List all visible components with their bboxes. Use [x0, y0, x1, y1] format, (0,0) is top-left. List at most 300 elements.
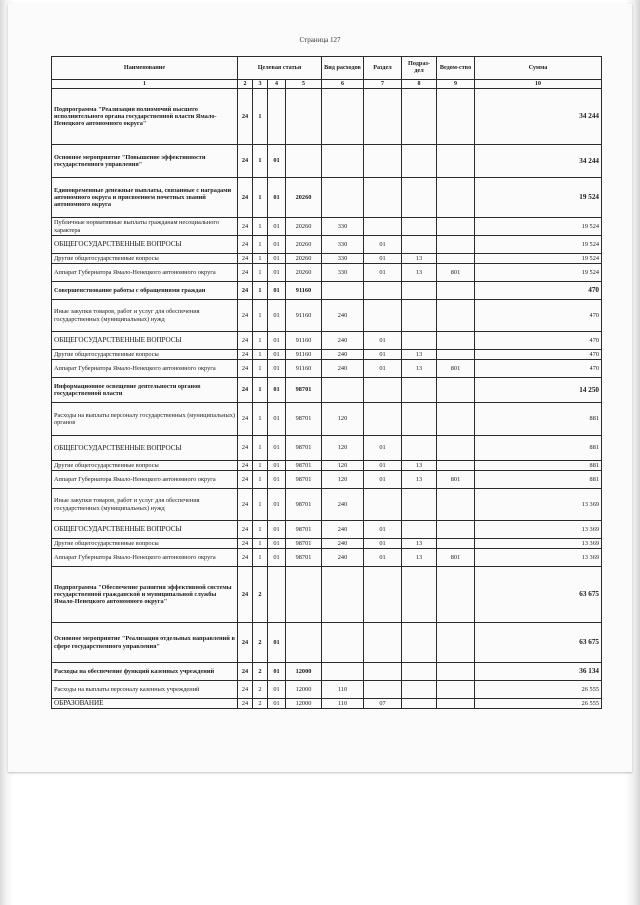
cell-name: Совершенствование работы с обращениями граждан — [52, 282, 238, 300]
cell-section: 01 — [364, 521, 402, 539]
cell-expense-type — [322, 89, 364, 145]
cell-department — [437, 236, 475, 254]
cell-subsection — [402, 89, 437, 145]
column-number: 6 — [322, 80, 364, 89]
cell-sum: 34 244 — [475, 145, 602, 178]
table-row — [52, 461, 602, 471]
cell-subprogram: 1 — [253, 521, 268, 539]
cell-activity: 01 — [268, 178, 286, 218]
cell-sum: 19 524 — [475, 254, 602, 264]
cell-name: Подпрограмма "Реализация полномочий высшего исполнительного органа государственной власти Ямало-Ненецкого автономного округа" — [52, 89, 238, 145]
cell-name: Другие общегосударственные вопросы — [52, 539, 238, 549]
cell-section: 01 — [364, 254, 402, 264]
table-row — [52, 236, 602, 254]
cell-subsection — [402, 282, 437, 300]
cell-section: 01 — [364, 539, 402, 549]
cell-name: ОБЩЕГОСУДАРСТВЕННЫЕ ВОПРОСЫ — [52, 436, 238, 461]
cell-sum: 14 250 — [475, 378, 602, 403]
cell-direction: 91160 — [286, 332, 322, 350]
cell-section: 01 — [364, 471, 402, 489]
cell-subsection — [402, 236, 437, 254]
cell-direction: 91160 — [286, 282, 322, 300]
column-number: 4 — [268, 80, 286, 89]
cell-section — [364, 300, 402, 332]
cell-activity — [268, 89, 286, 145]
cell-section: 01 — [364, 332, 402, 350]
table-row — [52, 471, 602, 489]
cell-section — [364, 681, 402, 699]
cell-program: 24 — [238, 461, 253, 471]
cell-activity: 01 — [268, 218, 286, 236]
header-target-article: Целевая статья — [238, 57, 322, 80]
cell-activity: 01 — [268, 264, 286, 282]
page-label: Страница 127 — [299, 36, 341, 44]
cell-program: 24 — [238, 663, 253, 681]
cell-section: 01 — [364, 350, 402, 360]
cell-sum: 881 — [475, 403, 602, 436]
cell-activity: 01 — [268, 471, 286, 489]
cell-name: Расходы на выплаты персоналу казенных учреждений — [52, 681, 238, 699]
cell-expense-type — [322, 623, 364, 663]
table-row — [52, 145, 602, 178]
cell-section: 07 — [364, 699, 402, 709]
table-row — [52, 264, 602, 282]
column-number: 2 — [238, 80, 253, 89]
cell-sum: 13 369 — [475, 489, 602, 521]
cell-subprogram: 1 — [253, 300, 268, 332]
cell-sum: 470 — [475, 332, 602, 350]
cell-department — [437, 436, 475, 461]
cell-section — [364, 282, 402, 300]
table-row — [52, 403, 602, 436]
cell-sum: 13 369 — [475, 539, 602, 549]
cell-activity: 01 — [268, 663, 286, 681]
cell-direction: 98701 — [286, 489, 322, 521]
cell-program: 24 — [238, 623, 253, 663]
header-sum: Сумма — [475, 57, 602, 80]
cell-activity: 01 — [268, 360, 286, 378]
cell-subprogram: 1 — [253, 378, 268, 403]
cell-activity: 01 — [268, 681, 286, 699]
cell-program: 24 — [238, 378, 253, 403]
cell-direction: 98701 — [286, 521, 322, 539]
cell-name: Другие общегосударственные вопросы — [52, 254, 238, 264]
cell-program: 24 — [238, 567, 253, 623]
cell-name: Иные закупки товаров, работ и услуг для обеспечения государственных (муниципальных) нужд — [52, 300, 238, 332]
table-row — [52, 681, 602, 699]
cell-name: Основное мероприятие "Реализация отдельных направлений в сфере государственного управления" — [52, 623, 238, 663]
cell-sum: 63 675 — [475, 623, 602, 663]
cell-subsection — [402, 378, 437, 403]
cell-expense-type: 240 — [322, 539, 364, 549]
cell-activity: 01 — [268, 332, 286, 350]
cell-name: Иные закупки товаров, работ и услуг для обеспечения государственных (муниципальных) нужд — [52, 489, 238, 521]
cell-name: Аппарат Губернатора Ямало-Ненецкого автономного округа — [52, 549, 238, 567]
cell-program: 24 — [238, 403, 253, 436]
cell-program: 24 — [238, 436, 253, 461]
column-number: 10 — [475, 80, 602, 89]
cell-subprogram: 1 — [253, 264, 268, 282]
table-row — [52, 549, 602, 567]
cell-program: 24 — [238, 549, 253, 567]
cell-department — [437, 699, 475, 709]
cell-sum: 36 134 — [475, 663, 602, 681]
cell-activity: 01 — [268, 300, 286, 332]
cell-sum: 63 675 — [475, 567, 602, 623]
cell-name: Другие общегосударственные вопросы — [52, 461, 238, 471]
cell-program: 24 — [238, 282, 253, 300]
cell-department — [437, 145, 475, 178]
cell-section — [364, 378, 402, 403]
cell-expense-type: 240 — [322, 521, 364, 539]
cell-program: 24 — [238, 489, 253, 521]
cell-subprogram: 1 — [253, 350, 268, 360]
cell-expense-type — [322, 282, 364, 300]
cell-subsection — [402, 218, 437, 236]
cell-subsection — [402, 300, 437, 332]
cell-program: 24 — [238, 89, 253, 145]
cell-program: 24 — [238, 360, 253, 378]
cell-subsection: 13 — [402, 461, 437, 471]
cell-program: 24 — [238, 218, 253, 236]
cell-activity — [268, 567, 286, 623]
cell-department — [437, 350, 475, 360]
table-row — [52, 436, 602, 461]
cell-expense-type: 120 — [322, 471, 364, 489]
cell-name: ОБРАЗОВАНИЕ — [52, 699, 238, 709]
cell-subsection — [402, 332, 437, 350]
column-number: 3 — [253, 80, 268, 89]
cell-department: 801 — [437, 471, 475, 489]
cell-expense-type — [322, 145, 364, 178]
cell-subsection — [402, 663, 437, 681]
table-row — [52, 332, 602, 350]
column-number: 9 — [437, 80, 475, 89]
cell-sum: 19 524 — [475, 236, 602, 254]
cell-direction — [286, 567, 322, 623]
cell-expense-type: 330 — [322, 236, 364, 254]
cell-expense-type: 120 — [322, 436, 364, 461]
cell-expense-type — [322, 663, 364, 681]
cell-section: 01 — [364, 360, 402, 378]
cell-direction — [286, 89, 322, 145]
cell-expense-type — [322, 178, 364, 218]
cell-sum: 26 555 — [475, 699, 602, 709]
cell-section — [364, 663, 402, 681]
cell-subprogram: 1 — [253, 360, 268, 378]
table-row — [52, 663, 602, 681]
cell-subprogram: 1 — [253, 332, 268, 350]
cell-subprogram: 1 — [253, 489, 268, 521]
cell-section — [364, 89, 402, 145]
table-row — [52, 521, 602, 539]
cell-subsection — [402, 403, 437, 436]
cell-section — [364, 403, 402, 436]
cell-direction: 91160 — [286, 360, 322, 378]
cell-expense-type: 330 — [322, 218, 364, 236]
cell-subprogram: 1 — [253, 254, 268, 264]
cell-program: 24 — [238, 699, 253, 709]
cell-department — [437, 521, 475, 539]
cell-department — [437, 567, 475, 623]
cell-direction: 12000 — [286, 699, 322, 709]
cell-activity: 01 — [268, 403, 286, 436]
cell-expense-type — [322, 378, 364, 403]
cell-subsection — [402, 699, 437, 709]
cell-sum: 19 524 — [475, 264, 602, 282]
cell-direction: 98701 — [286, 471, 322, 489]
cell-department — [437, 218, 475, 236]
cell-subsection — [402, 567, 437, 623]
cell-name: ОБЩЕГОСУДАРСТВЕННЫЕ ВОПРОСЫ — [52, 521, 238, 539]
cell-program: 24 — [238, 178, 253, 218]
cell-sum: 470 — [475, 350, 602, 360]
cell-program: 24 — [238, 264, 253, 282]
column-number-row — [52, 80, 602, 89]
cell-direction: 91160 — [286, 350, 322, 360]
cell-department — [437, 489, 475, 521]
cell-activity: 01 — [268, 539, 286, 549]
cell-activity: 01 — [268, 699, 286, 709]
cell-department — [437, 378, 475, 403]
cell-expense-type: 240 — [322, 360, 364, 378]
header-expense-type: Вид расходов — [322, 57, 364, 80]
cell-section — [364, 567, 402, 623]
cell-direction: 12000 — [286, 663, 322, 681]
header-row — [52, 57, 602, 80]
cell-subprogram: 1 — [253, 539, 268, 549]
cell-program: 24 — [238, 332, 253, 350]
cell-department: 801 — [437, 549, 475, 567]
cell-direction: 91160 — [286, 300, 322, 332]
cell-expense-type: 240 — [322, 489, 364, 521]
cell-name: Подпрограмма "Обеспечение развития эффективной системы государственной гражданской и муниципальной службы Ямало-Ненецкого автономного округа" — [52, 567, 238, 623]
cell-department — [437, 539, 475, 549]
cell-section — [364, 178, 402, 218]
cell-direction: 98701 — [286, 436, 322, 461]
column-number: 7 — [364, 80, 402, 89]
cell-department — [437, 300, 475, 332]
header-department: Ведом-ство — [437, 57, 475, 80]
cell-program: 24 — [238, 471, 253, 489]
cell-name: Аппарат Губернатора Ямало-Ненецкого автономного округа — [52, 264, 238, 282]
cell-expense-type: 120 — [322, 461, 364, 471]
cell-direction: 98701 — [286, 549, 322, 567]
cell-expense-type: 330 — [322, 254, 364, 264]
cell-activity: 01 — [268, 236, 286, 254]
cell-department — [437, 663, 475, 681]
cell-subsection: 13 — [402, 549, 437, 567]
cell-subprogram: 1 — [253, 461, 268, 471]
cell-name: Расходы на обеспечение функций казенных учреждений — [52, 663, 238, 681]
cell-subsection: 13 — [402, 360, 437, 378]
cell-subprogram: 2 — [253, 567, 268, 623]
cell-program: 24 — [238, 254, 253, 264]
cell-expense-type: 120 — [322, 403, 364, 436]
table-row — [52, 378, 602, 403]
cell-section: 01 — [364, 461, 402, 471]
header-name: Наименование — [52, 57, 238, 80]
cell-department — [437, 461, 475, 471]
budget-table — [51, 56, 602, 709]
cell-direction: 98701 — [286, 403, 322, 436]
cell-subprogram: 1 — [253, 282, 268, 300]
cell-sum: 13 369 — [475, 549, 602, 567]
cell-sum: 470 — [475, 300, 602, 332]
cell-direction: 20260 — [286, 254, 322, 264]
cell-sum: 881 — [475, 471, 602, 489]
table-row — [52, 89, 602, 145]
table-row — [52, 254, 602, 264]
table-row — [52, 699, 602, 709]
cell-department — [437, 178, 475, 218]
cell-sum: 13 369 — [475, 521, 602, 539]
column-number: 8 — [402, 80, 437, 89]
cell-direction: 20260 — [286, 264, 322, 282]
cell-name: Расходы на выплаты персоналу государственных (муниципальных) органов — [52, 403, 238, 436]
cell-program: 24 — [238, 236, 253, 254]
cell-sum: 34 244 — [475, 89, 602, 145]
cell-program: 24 — [238, 300, 253, 332]
cell-subprogram: 1 — [253, 436, 268, 461]
cell-direction: 20260 — [286, 236, 322, 254]
cell-program: 24 — [238, 350, 253, 360]
column-number: 5 — [286, 80, 322, 89]
cell-department — [437, 681, 475, 699]
cell-direction — [286, 145, 322, 178]
cell-subsection: 13 — [402, 254, 437, 264]
cell-section — [364, 145, 402, 178]
cell-department — [437, 254, 475, 264]
cell-sum: 19 524 — [475, 218, 602, 236]
cell-sum: 26 555 — [475, 681, 602, 699]
cell-subsection — [402, 178, 437, 218]
cell-direction: 98701 — [286, 539, 322, 549]
cell-department: 801 — [437, 360, 475, 378]
cell-expense-type: 240 — [322, 332, 364, 350]
cell-sum: 470 — [475, 282, 602, 300]
cell-section — [364, 623, 402, 663]
table-row — [52, 300, 602, 332]
cell-subprogram: 1 — [253, 549, 268, 567]
table-row — [52, 218, 602, 236]
cell-section — [364, 218, 402, 236]
table-row — [52, 360, 602, 378]
cell-subprogram: 2 — [253, 623, 268, 663]
table-row — [52, 623, 602, 663]
cell-program: 24 — [238, 681, 253, 699]
cell-expense-type: 240 — [322, 300, 364, 332]
cell-subprogram: 1 — [253, 178, 268, 218]
cell-subsection: 13 — [402, 471, 437, 489]
cell-activity: 01 — [268, 436, 286, 461]
cell-activity: 01 — [268, 521, 286, 539]
cell-subprogram: 2 — [253, 699, 268, 709]
cell-activity: 01 — [268, 549, 286, 567]
cell-subprogram: 1 — [253, 89, 268, 145]
table-row — [52, 178, 602, 218]
cell-department — [437, 282, 475, 300]
table-body — [52, 89, 602, 709]
cell-subsection — [402, 521, 437, 539]
cell-program: 24 — [238, 539, 253, 549]
table-row — [52, 350, 602, 360]
cell-program: 24 — [238, 145, 253, 178]
cell-name: Аппарат Губернатора Ямало-Ненецкого автономного округа — [52, 471, 238, 489]
cell-name: Информационное освещение деятельности органов государственной власти — [52, 378, 238, 403]
cell-name: ОБЩЕГОСУДАРСТВЕННЫЕ ВОПРОСЫ — [52, 332, 238, 350]
cell-subprogram: 1 — [253, 236, 268, 254]
cell-subsection — [402, 681, 437, 699]
cell-activity: 01 — [268, 623, 286, 663]
cell-name: ОБЩЕГОСУДАРСТВЕННЫЕ ВОПРОСЫ — [52, 236, 238, 254]
cell-section: 01 — [364, 264, 402, 282]
cell-expense-type: 110 — [322, 699, 364, 709]
cell-subsection — [402, 623, 437, 663]
cell-activity: 01 — [268, 461, 286, 471]
cell-sum: 881 — [475, 461, 602, 471]
cell-direction: 98701 — [286, 378, 322, 403]
cell-direction: 12000 — [286, 681, 322, 699]
cell-subprogram: 1 — [253, 471, 268, 489]
cell-name: Единовременные денежные выплаты, связанные с наградами автономного округа и присвоением почетных званий автономного округа — [52, 178, 238, 218]
cell-expense-type: 240 — [322, 350, 364, 360]
cell-department — [437, 623, 475, 663]
cell-name: Основное мероприятие "Повышение эффективности государственного управления" — [52, 145, 238, 178]
cell-name: Публичные нормативные выплаты гражданам несоциального характера — [52, 218, 238, 236]
cell-subsection — [402, 489, 437, 521]
table-row — [52, 539, 602, 549]
cell-expense-type: 330 — [322, 264, 364, 282]
cell-direction: 98701 — [286, 461, 322, 471]
cell-name: Другие общегосударственные вопросы — [52, 350, 238, 360]
cell-activity: 01 — [268, 489, 286, 521]
cell-subprogram: 2 — [253, 663, 268, 681]
cell-section: 01 — [364, 436, 402, 461]
header-subsection: Подраз-дел — [402, 57, 437, 80]
cell-department — [437, 403, 475, 436]
cell-expense-type: 240 — [322, 549, 364, 567]
cell-direction — [286, 623, 322, 663]
header-section: Раздел — [364, 57, 402, 80]
cell-direction: 20260 — [286, 178, 322, 218]
cell-subsection — [402, 145, 437, 178]
cell-subsection: 13 — [402, 539, 437, 549]
cell-sum: 470 — [475, 360, 602, 378]
table-row — [52, 489, 602, 521]
cell-subprogram: 1 — [253, 218, 268, 236]
cell-activity: 01 — [268, 282, 286, 300]
cell-section: 01 — [364, 549, 402, 567]
cell-section — [364, 489, 402, 521]
table-row — [52, 282, 602, 300]
cell-department — [437, 89, 475, 145]
column-number: 1 — [52, 80, 238, 89]
cell-program: 24 — [238, 521, 253, 539]
cell-direction: 20260 — [286, 218, 322, 236]
cell-subprogram: 1 — [253, 403, 268, 436]
cell-activity: 01 — [268, 254, 286, 264]
cell-activity: 01 — [268, 350, 286, 360]
cell-subsection: 13 — [402, 264, 437, 282]
cell-department — [437, 332, 475, 350]
cell-name: Аппарат Губернатора Ямало-Ненецкого автономного округа — [52, 360, 238, 378]
cell-subsection — [402, 436, 437, 461]
cell-activity: 01 — [268, 145, 286, 178]
cell-department: 801 — [437, 264, 475, 282]
cell-sum: 881 — [475, 436, 602, 461]
cell-expense-type: 110 — [322, 681, 364, 699]
